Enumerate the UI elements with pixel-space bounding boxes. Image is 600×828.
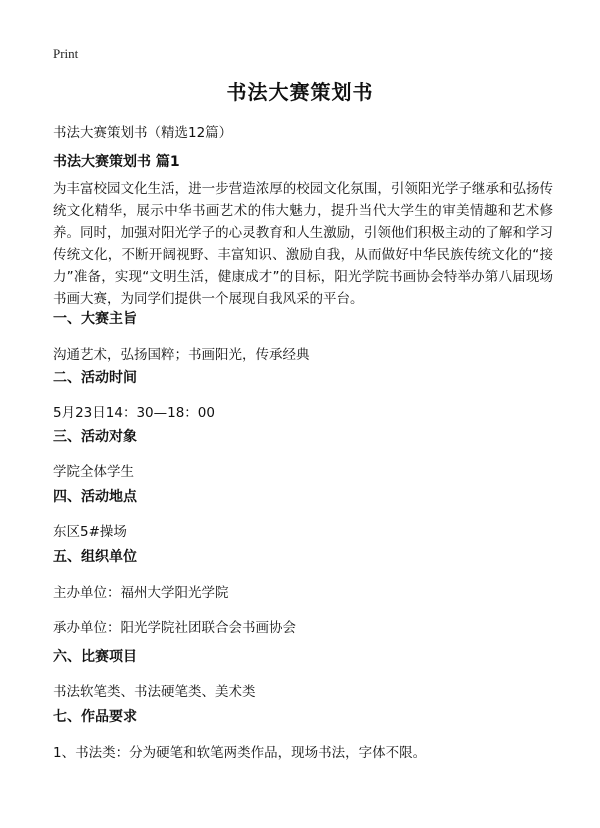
undertaker-organizer: 承办单位：阳光学院社团联合会书画协会 — [53, 620, 296, 636]
section-text: 学院全体学生 — [53, 464, 134, 480]
document-title: 书法大赛策划书 — [226, 80, 374, 104]
print-link[interactable]: Print — [53, 46, 79, 61]
section-heading: 六、比赛项目 — [53, 649, 137, 665]
section-requirements — [53, 706, 553, 761]
requirement-item: 1、书法类：分为硬笔和软笔两类作品，现场书法，字体不限。 — [53, 745, 427, 761]
section-heading: 二、活动时间 — [53, 370, 137, 386]
section-location — [53, 486, 553, 540]
section-categories — [53, 646, 553, 700]
section-text: 东区5#操场 — [53, 524, 127, 540]
section-audience — [53, 426, 553, 480]
section-organizer — [53, 546, 553, 636]
section-heading: 一、大赛主旨 — [53, 311, 137, 327]
section-heading: 三、活动对象 — [53, 429, 137, 445]
section-heading: 四、活动地点 — [53, 489, 137, 505]
document-subtitle: 书法大赛策划书（精选12篇） — [53, 125, 233, 141]
section-time — [53, 367, 553, 421]
section-text: 书法软笔类、书法硬笔类、美术类 — [53, 684, 256, 700]
section-text: 5月23日14：30—18：00 — [53, 405, 215, 421]
article-title: 书法大赛策划书 篇1 — [53, 154, 180, 170]
host-organizer: 主办单位：福州大学阳光学院 — [53, 585, 229, 601]
section-purpose — [53, 308, 553, 363]
section-heading: 五、组织单位 — [53, 549, 137, 565]
section-heading: 七、作品要求 — [53, 709, 137, 725]
intro-paragraph: 为丰富校园文化生活，进一步营造浓厚的校园文化氛围，引领阳光学子继承和弘扬传统文化精华，展示中华书画艺术的伟大魅力，提升当代大学生的审美情趣和艺术修养。同时，加强对阳光学子的心灵教育和人生激励，引领他们积极主动的了解和学习传统文化，不断开阔视野、丰富知识、激励自我，从而做好中华民族传统文化的“接力”准备，实现“文明生活，健康成才”的目标，阳光学院书画协会特举办第八届现场书画大赛，为同学们提供一个展现自我风采的平台。 — [53, 181, 553, 307]
section-text: 沟通艺术，弘扬国粹；书画阳光，传承经典 — [53, 347, 310, 363]
